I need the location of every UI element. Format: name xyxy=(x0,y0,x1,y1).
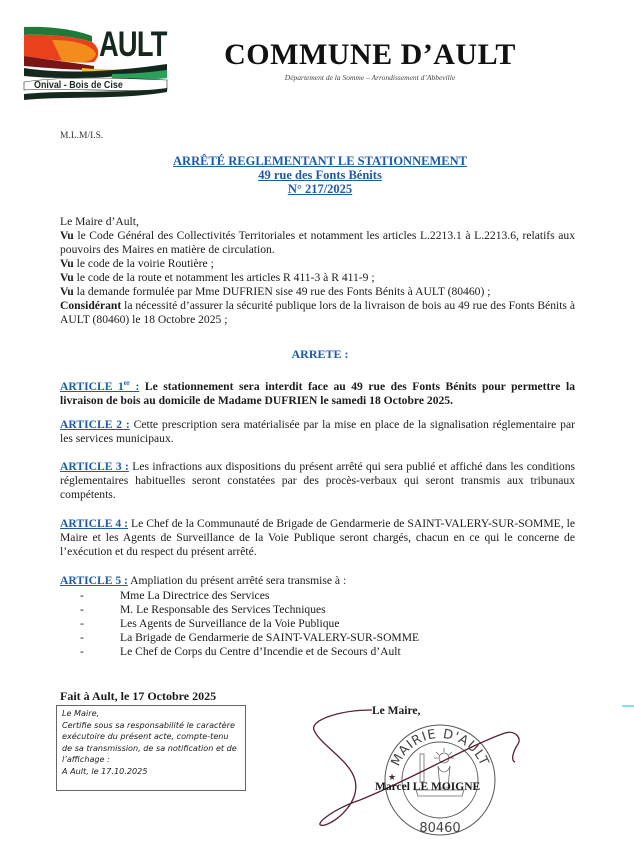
certification-line: de sa transmission, de sa notification et de xyxy=(62,742,237,753)
scan-artifact-mark xyxy=(622,705,634,707)
list-item-text: Mme La Directrice des Services xyxy=(120,589,270,602)
handwritten-signature xyxy=(300,700,540,840)
article-label xyxy=(60,380,139,393)
bullet: - xyxy=(80,589,84,602)
preamble-text: le Code Général des Collectivités Territoriales et notamment les articles L.2213.1 à L.2213.6, relatifs aux pouvoirs des Maires en matière de circulation. xyxy=(60,229,575,256)
preamble-item xyxy=(60,271,575,285)
commune-title: COMMUNE D’AULT xyxy=(224,38,516,71)
preamble-lead: Vu xyxy=(60,285,74,298)
preamble-lead: Considérant xyxy=(60,299,122,312)
preamble-item xyxy=(60,229,575,257)
certification-line: Certifie sous sa responsabilité le caractère xyxy=(62,719,235,730)
certification-line: Le Maire, xyxy=(62,708,100,718)
logo-word: AULT xyxy=(99,25,167,64)
article-label-text: ARTICLE 4 xyxy=(60,517,122,530)
document-reference: M.L.M/I.S. xyxy=(60,131,104,141)
heading-line-1: ARRÊTÉ REGLEMENTANT LE STATIONNEMENT xyxy=(173,154,467,168)
article-label-sep: : xyxy=(121,574,128,587)
article-text: Ampliation du présent arrêté sera transmise à : xyxy=(127,574,347,587)
article-label xyxy=(60,418,130,431)
article-text: Cette prescription sera matérialisée par la mise en place de la signalisation réglementaire par les services municipaux. xyxy=(60,418,575,445)
article-label-text: ARTICLE 2 xyxy=(60,418,123,431)
article-label-sep: : xyxy=(121,460,129,473)
bullet: - xyxy=(80,631,84,644)
heading-line-2: 49 rue des Fonts Bénits xyxy=(258,168,382,182)
preamble-intro: Le Maire d’Ault, xyxy=(60,215,139,228)
stamp-top-text: MAIRIE D'AULT xyxy=(388,726,492,769)
article-label-sep: : xyxy=(121,517,129,530)
article-label-text: ARTICLE 5 xyxy=(60,574,122,587)
preamble-item xyxy=(60,285,575,299)
certification-line: A Ault, le 17.10.2025 xyxy=(62,765,148,776)
list-item-text: Les Agents de Surveillance de la Voie Publique xyxy=(120,617,340,630)
list-item-text: La Brigade de Gendarmerie de SAINT-VALERY-SUR-SOMME xyxy=(120,631,420,644)
preamble-item xyxy=(60,299,575,327)
list-item xyxy=(80,645,419,659)
article-text: Le stationnement sera interdit face au 49 rue des Fonts Bénits pour permettre la livraison de bois au domicile de Madame DUFRIEN le samedi 18 Octobre 2025. xyxy=(60,379,575,407)
article-label-text: ARTICLE 1 xyxy=(60,379,124,393)
stamp-bottom-text: 80460 xyxy=(419,821,461,836)
preamble-text: le code de la route et notamment les articles R 411-3 à R 411-9 ; xyxy=(73,271,375,284)
preamble-lead: Vu xyxy=(60,271,74,284)
article-label-text: ARTICLE 3 xyxy=(60,460,122,473)
preamble-text: la nécessité d’assurer la sécurité publique lors de la livraison de bois au 49 rue des Fonts Bénits à AULT (80460) le 18 Octobre 2025 ; xyxy=(60,299,575,326)
article-5 xyxy=(60,574,575,588)
article-label xyxy=(60,574,128,587)
article-1 xyxy=(60,376,575,408)
preamble-text: la demande formulée par Mme DUFRIEN sise 49 rue des Fonts Bénits à AULT (80460) ; xyxy=(73,285,491,298)
commune-subtitle: Département de la Somme – Arrondissement d’Abbeville xyxy=(284,73,456,82)
list-item xyxy=(80,603,419,617)
article-3 xyxy=(60,460,575,502)
bullet: - xyxy=(80,645,84,658)
article-4 xyxy=(60,517,575,559)
bullet: - xyxy=(80,617,84,630)
list-item-text: M. Le Responsable des Services Techniques xyxy=(120,603,326,616)
article-label-sep: : xyxy=(129,379,140,393)
stamp-star-icon: ★ xyxy=(388,772,397,782)
article-text: Le Chef de la Communauté de Brigade de Gendarmerie de SAINT-VALERY-SUR-SOMME, le Maire et les Agents de Surveillance de la Voie Publique seront chargés, chacun en ce qui le concerne de l’exécution et du respect du présent arrêté. xyxy=(60,517,575,558)
article-label xyxy=(60,460,129,473)
preamble-item xyxy=(60,257,575,271)
arrete-label: ARRETE : xyxy=(291,347,349,361)
logo-subtitle: Onival - Bois de Cise xyxy=(34,79,123,91)
article-label xyxy=(60,517,128,530)
signed-at-date: Fait à Ault, le 17 Octobre 2025 xyxy=(60,689,217,703)
article-label-sup: er xyxy=(123,379,130,387)
certification-box xyxy=(56,705,246,791)
preamble-text: le code de la voirie Routière ; xyxy=(73,257,214,270)
commune-logo xyxy=(22,24,170,106)
list-item xyxy=(80,589,419,603)
preamble xyxy=(60,215,575,327)
article-2 xyxy=(60,418,575,446)
preamble-lead: Vu xyxy=(60,257,74,270)
signature-label: Le Maire, xyxy=(372,705,421,717)
article-text: Les infractions aux dispositions du présent arrêté qui sera publié et affiché dans les conditions réglementaires habituelles seront constatées par des procès-verbaux qui seront transmis aux tribunaux compétents. xyxy=(60,460,575,501)
recipients-list xyxy=(80,589,419,659)
bullet: - xyxy=(80,603,84,616)
mayor-name: Marcel LE MOIGNE xyxy=(375,781,481,793)
preamble-lead: Vu xyxy=(60,229,74,242)
certification-line: l’affichage : xyxy=(62,754,110,765)
list-item-text: Le Chef de Corps du Centre d’Incendie et de Secours d’Ault xyxy=(120,645,401,658)
certification-line: exécutoire du présent acte, compte-tenu xyxy=(62,731,229,742)
article-label-sep: : xyxy=(122,418,130,431)
heading-line-3: N° 217/2025 xyxy=(287,182,353,196)
list-item xyxy=(80,617,419,631)
list-item xyxy=(80,631,419,645)
